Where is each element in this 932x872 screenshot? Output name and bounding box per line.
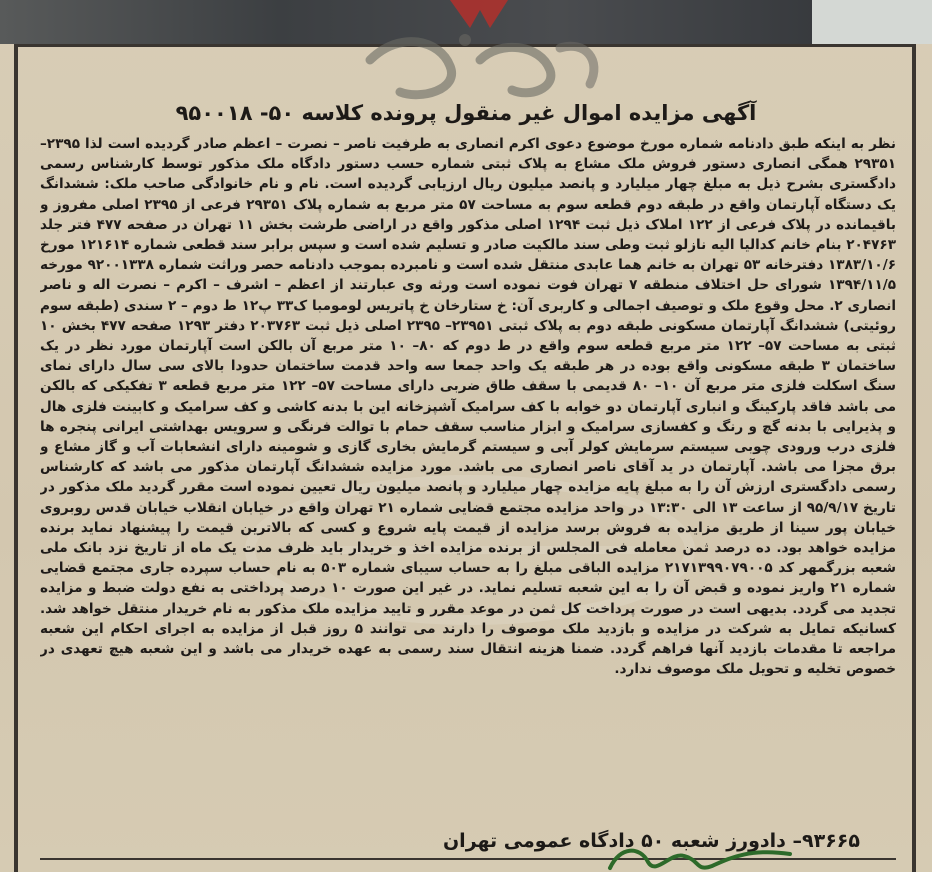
notice-footer: ۹۳۶۶۵– دادورز شعبه ۵۰ دادگاه عمومی تهران [442,830,860,852]
clipping-top-edge-right [812,0,932,44]
notice-title: آگهی مزایده اموال غیر منقول پرونده کلاسه ۵۰- ۹۵۰۰۱۸ [175,101,757,125]
notice-body: نظر به اینکه طبق دادنامه شماره مورخ موضوع دعوی اکرم انصاری به طرفیت ناصر – نصرت – اعظم صادر گردیده است لذا ۲۳۹۵– ۲۹۳۵۱ همگی انصاری دستور فروش ملک مشاع به پلاک ثبتی شماره حسب دستور دادگاه ملک مذکور توسط کارشناس رسمی دادگستری بشرح ذیل به مبلغ چهار میلیارد و پانصد میلیون ریال ارزیابی گردیده است. نام و نام خانوادگی صاحب ملک: ششدانگ یک دستگاه آپارتمان واقع در طبقه دوم قطعه سوم به مساحت ۵۷ متر مربع به شماره پلاک ۲۹۳۵۱ فرعی از ۲۳۹۵ اصلی مفروز و باقیمانده در پلاک فرعی از ۱۲۲ املاک ذیل ثبت ۱۲۹۴ اصلی مذکور واقع در اراضی طرشت بخش ۱۱ تهران در صفحه ۴۷۷ فتر جلد ۲۰۴۷۶۳ بنام خانم کدالیا الیه نازلو ثبت وطی سند مالکیت صادر و تسلیم شده است و سپس برابر سند قطعی شماره ۱۲۱۶۱۴ مورخ ۱۳۸۳/۱۰/۶ دفترخانه ۵۳ تهران به خانم هما عابدی منتقل شده است و نامبرده بموجب دادنامه حصر وراثت شماره ۹۲۰۰۱۳۳۸ مورخه ۱۳۹۴/۱۱/۵ شورای حل اختلاف منطقه ۷ تهران فوت نموده است ورثه وی عبارتند از اعظم – اشرف – اکرم – نصرت اله و ناصر انصاری ۲. محل وقوع ملک و توصیف اجمالی و کاربری آن: خ ستارخان خ پاتریس لومومبا ک۳۳ پ۱۲ ط دوم – ۲ سندی (طبقه سوم روئیتی) ششدانگ آپارتمان مسکونی طبقه دوم به پلاک ثبتی ۲۳۹۵۱– ۲۳۹۵ اصلی ذیل ثبت ۲۰۳۷۶۳ دفتر ۱۲۹۳ صفحه ۴۷۷ بخش ۱۰ ثبتی به مساحت ۵۷– ۱۲۲ متر مربع قطعه سوم واقع در ط دوم که ۸۰– ۱۰ متر مربع آن بالکن است آپارتمان مورد نظر در یک ساختمان ۳ طبقه مسکونی واقع بوده در هر طبقه یک واحد جمعا سه واحد قدمت ساختمان حدودا بالای سی سال دارای نمای سنگ اسکلت فلزی متر مربع آن ۱۰– ۸۰ قدیمی با سقف طاق ضربی دارای مساحت ۵۷– ۱۲۲ متر مربع قطعه ۳ تفکیکی که بالکن می باشد فاقد پارکینگ و انباری آپارتمان دو خوابه با کف سرامیک آشپزخانه این با بدنه کاشی و کف سرامیک و کابینت فلزی هال و پذیرایی با بدنه گچ و رنگ و کفسازی سرامیک و ابزار مناسب سقف حمام با توالت فرنگی و سرویس بهداشتی ایرانی پنجره ها فلزی درب ورودی چوبی سیستم سرمایش کولر آبی و سیستم گرمایش بخاری گازی و شومینه دارای انشعابات آب و گاز مشاع و برق مجزا می باشد. آپارتمان در ید آقای ناصر انصاری می باشد. مورد مزایده ششدانگ آپارتمان مذکور می باشد که کارشناس رسمی دادگستری ارزش آن را به مبلغ پایه مزایده چهار میلیارد و پانصد میلیون ریال تعیین نموده است مقرر گردید ملک مذکور در تاریخ ۹۵/۹/۱۷ از ساعت ۱۳ الی ۱۳:۳۰ در واحد مزایده مجتمع قضایی شماره ۲۱ تهران واقع در خیابان انقلاب خیابان قدس روبروی خیابان پور سینا از طریق مزایده به فروش برسد مزایده از قیمت پایه شروع و کسی که بالاترین قیمت را پیشنهاد نماید برنده مزایده خواهد بود. ده درصد ثمن معامله فی المجلس از برنده مزایده اخذ و خریدار باید ظرف مدت یک ماه از تاریخ نزد بانک ملی شعبه بزرگمهر کد ۲۱۷۱۳۹۹۰۷۹۰۰۵ مزایده الباقی مبلغ را به حساب سیبای شماره ۵۰۳ به نام حساب سپرده جاری مجتمع قضایی شماره ۲۱ واریز نموده و قبض آن را به این شعبه تسلیم نماید. در غیر این صورت ۱۰ درصد پرداختی به نفع دولت ضبط و مزایده تجدید می گردد. بدیهی است در صورت پرداخت کل ثمن در موعد مقرر و تایید مزایده ملک مذکور به نام خریدار منتقل خواهد شد. کسانیکه تمایل به شرکت در مزایده و بازدید ملک موصوف را دارند می توانند ۵ روز قبل از مزایده به اجرای احکام این شعبه مراجعه تا مقدمات بازدید آنها فراهم گردد. ضمنا هزینه انتقال سند رسمی به عهده خریدار می باشد و این شعبه هیچ تعهدی در خصوص تخلیه و تحویل ملک موصوف ندارد. [40,136,896,678]
handwritten-signature [600,842,800,872]
